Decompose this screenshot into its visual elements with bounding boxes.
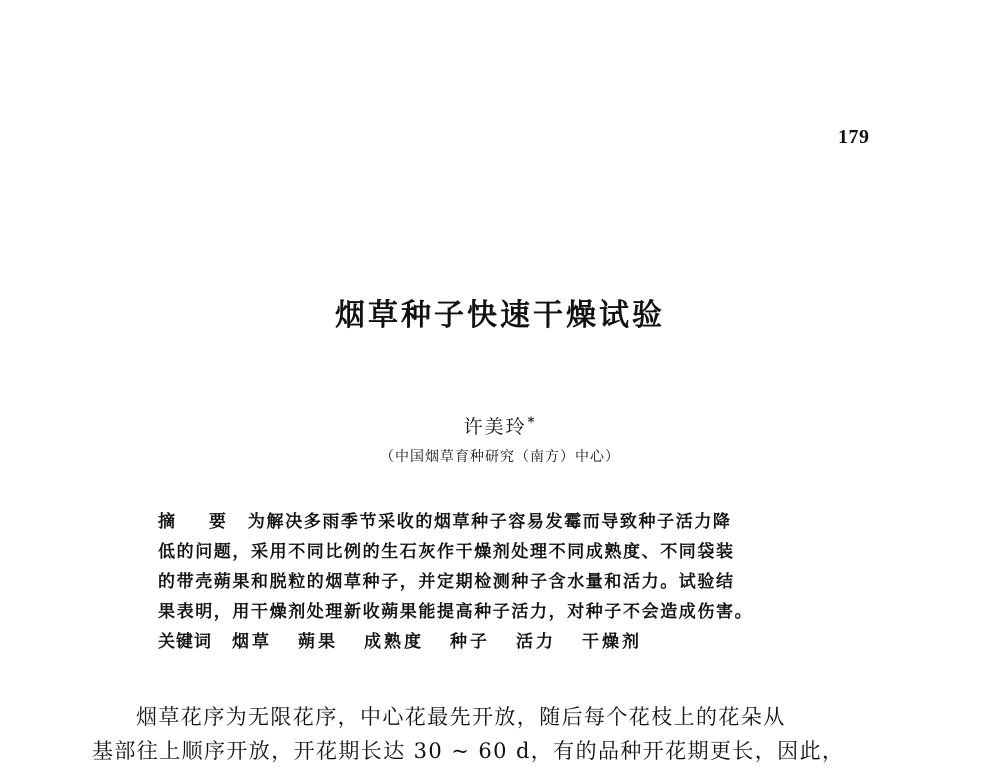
abstract-label: 摘 要 xyxy=(158,512,240,532)
body-paragraph-line: 烟草花序为无限花序，中心花最先开放，随后每个花枝上的花朵从 xyxy=(136,705,786,729)
author-name: 许美玲 xyxy=(463,416,527,438)
keywords-label: 关键词 xyxy=(158,632,212,652)
body-text xyxy=(92,700,972,768)
body-paragraph-line: 基部往上顺序开放，开花期长达 30 ~ 60 d，有的品种开花期更长，因此， xyxy=(92,739,845,763)
keyword: 种子 xyxy=(450,632,490,652)
keyword: 蒴果 xyxy=(298,632,338,652)
keyword: 活力 xyxy=(516,632,556,652)
abstract xyxy=(158,507,848,657)
author-line xyxy=(0,412,1000,439)
abstract-line xyxy=(158,507,848,537)
keyword: 干燥剂 xyxy=(582,632,642,652)
keyword: 成熟度 xyxy=(364,632,424,652)
keyword: 烟草 xyxy=(232,632,272,652)
author-footnote-mark: * xyxy=(527,414,537,430)
page-number: 179 xyxy=(838,126,870,148)
abstract-line: 的带壳蒴果和脱粒的烟草种子，并定期检测种子含水量和活力。试验结 xyxy=(158,572,735,592)
keywords xyxy=(158,627,848,657)
abstract-line: 低的问题，采用不同比例的生石灰作干燥剂处理不同成熟度、不同袋装 xyxy=(158,542,735,562)
abstract-line: 果表明，用干燥剂处理新收蒴果能提高种子活力，对种子不会造成伤害。 xyxy=(158,602,754,622)
abstract-text: 为解决多雨季节采收的烟草种子容易发霉而导致种子活力降 xyxy=(247,512,732,532)
author-affiliation: （中国烟草育种研究（南方）中心） xyxy=(380,449,620,465)
article-title: 烟草种子快速干燥试验 xyxy=(335,298,665,333)
